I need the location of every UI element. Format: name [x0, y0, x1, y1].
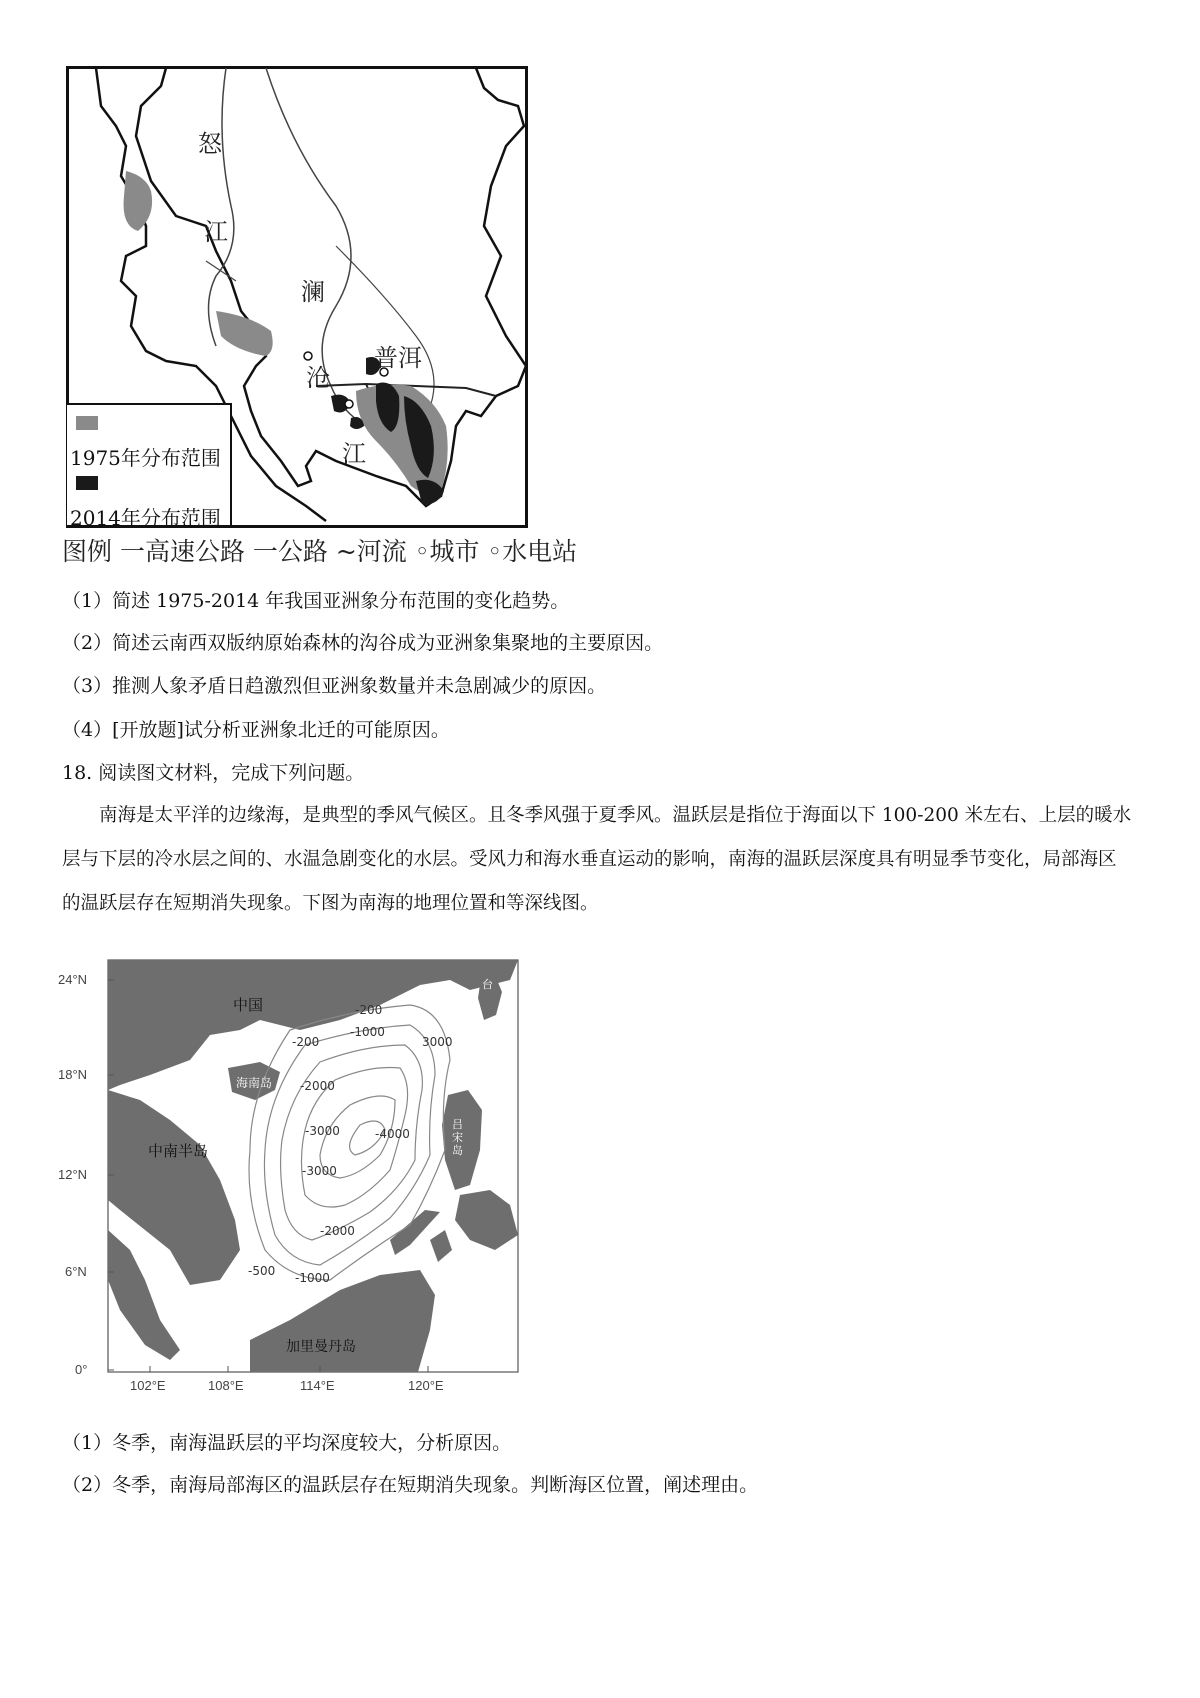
river-label-lan: 澜 — [301, 278, 325, 306]
isobath-label: 3000 — [422, 1035, 453, 1049]
isobath-label: -2000 — [320, 1224, 355, 1238]
label-indochina: 中南半岛 — [148, 1142, 209, 1160]
isobath-label: -200 — [292, 1035, 320, 1049]
legend-swatch-2014 — [76, 476, 98, 490]
question-18-2: （2）冬季，南海局部海区的温跃层存在短期消失现象。判断海区位置，阐述理由。 — [62, 1474, 759, 1496]
lon-tick-102e: 102°E — [130, 1378, 166, 1393]
lat-tick-24n: 24°N — [58, 972, 88, 987]
lon-tick-114e: 114°E — [300, 1378, 335, 1393]
isobath-label: -200 — [355, 1003, 383, 1017]
legend-label-2014: 2014年分布范围 — [70, 506, 221, 530]
river-label-cang: 沧 — [306, 364, 330, 392]
question-17-3: （3）推测人象矛盾日趋激烈但亚洲象数量并未急剧减少的原因。 — [62, 675, 607, 697]
label-hainan: 海南岛 — [236, 1076, 273, 1090]
isobath-label: -500 — [248, 1264, 276, 1278]
south-china-sea-map — [50, 950, 530, 1405]
question-17-1: （1）简述 1975-2014 年我国亚洲象分布范围的变化趋势。 — [62, 590, 570, 612]
isobath-label: -1000 — [350, 1025, 385, 1039]
isobath-label: -3000 — [305, 1124, 340, 1138]
lat-tick-6n: 6°N — [65, 1264, 87, 1279]
question-18-paragraph: 南海是太平洋的边缘海，是典型的季风气候区。且冬季风强于夏季风。温跃层是指位于海面以下 100-200 米左右、上层的暖水层与下层的冷水层之间的、水温急剧变化的水层。受风力和海水垂直运动的影响，南海的温跃层深度具有明显季节变化，局部海区的温跃层存在短期消失现象。下图为南海的地理位置和等深线图。 — [62, 805, 1132, 914]
isobath-label: -3000 — [302, 1164, 337, 1178]
label-kalimantan: 加里曼丹岛 — [286, 1339, 356, 1355]
question-18-title: 18. 阅读图文材料，完成下列问题。 — [62, 762, 365, 784]
lat-tick-12n: 12°N — [58, 1167, 88, 1182]
lat-tick-18n: 18°N — [58, 1067, 88, 1082]
legend-label-1975: 1975年分布范围 — [70, 446, 221, 470]
label-taiwan: 台 — [482, 978, 493, 991]
map-legend-caption: 图例 一高速公路 一公路 ~河流 ◦城市 ◦水电站 — [62, 537, 578, 566]
city-label-puer: 普洱 — [374, 344, 422, 372]
isobath-label: -1000 — [295, 1271, 330, 1285]
isobath-label: -2000 — [300, 1079, 335, 1093]
label-luzon: 吕宋岛 — [452, 1118, 463, 1157]
label-china: 中国 — [233, 996, 264, 1014]
lon-tick-108e: 108°E — [208, 1378, 244, 1393]
hydro-station-marker — [345, 400, 353, 408]
lon-tick-120e: 120°E — [408, 1378, 444, 1393]
river-label-jiang-1: 江 — [204, 218, 228, 246]
river-label-nu: 怒 — [198, 130, 222, 158]
question-17-2: （2）简述云南西双版纳原始森林的沟谷成为亚洲象集聚地的主要原因。 — [62, 632, 664, 654]
elephant-map — [66, 66, 528, 528]
river-label-jiang-2: 江 — [342, 440, 366, 468]
lat-tick-0: 0° — [75, 1362, 88, 1377]
isobath-label: -4000 — [375, 1127, 410, 1141]
question-18-1: （1）冬季，南海温跃层的平均深度较大，分析原因。 — [62, 1432, 512, 1454]
question-17-4: （4）[开放题]试分析亚洲象北迁的可能原因。 — [62, 719, 450, 741]
legend-swatch-1975 — [76, 416, 98, 430]
